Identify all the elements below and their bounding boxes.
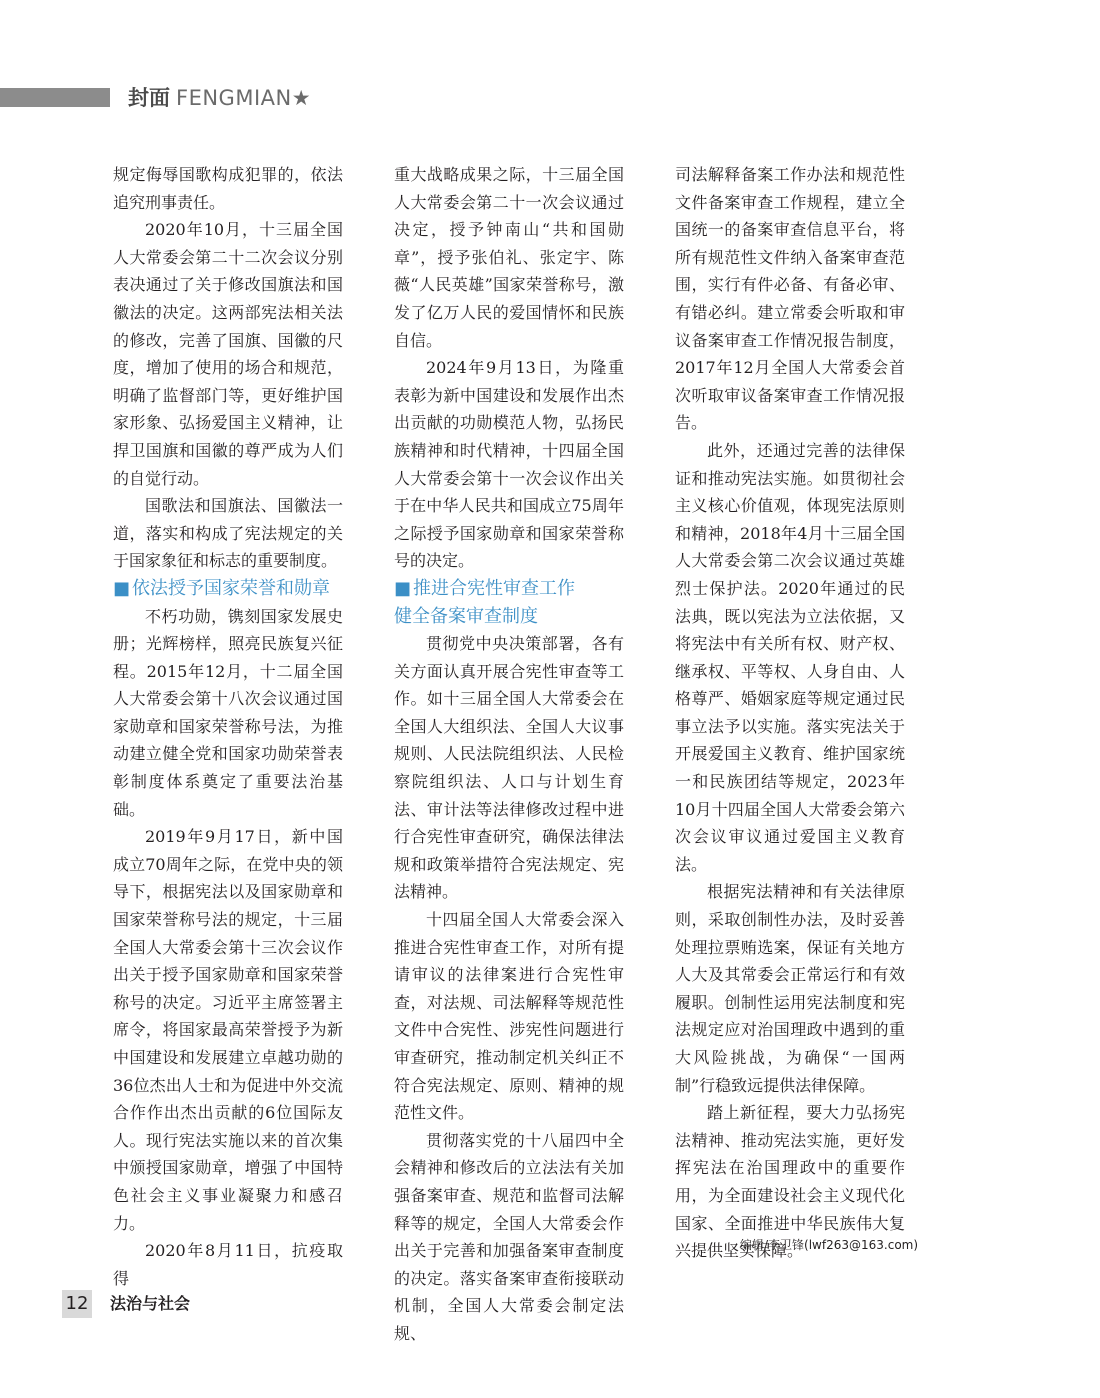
page-number: 12	[62, 1290, 92, 1318]
section-label-en: FENGMIAN★	[176, 86, 312, 110]
section-heading-text: 依法授予国家荣誉和勋章	[132, 577, 331, 599]
section-label	[128, 84, 311, 112]
paragraph: 根据宪法精神和有关法律原则，采取创制性办法，及时妥善处理拉票贿选案，保证有关地方人大及其常委会正常运行和有效履职。创制性运用宪法制度和宪法规定应对治国理政中遇到的重大风险挑战，为确保“一国两制”行稳致远提供法律保障。	[675, 882, 905, 1095]
section-label-cn: 封面	[128, 86, 170, 110]
heading-square-icon: ■	[394, 577, 412, 599]
section-heading-text: 健全备案审查制度	[394, 605, 538, 627]
header-bar	[0, 88, 110, 107]
section-heading-text: 推进合宪性审查工作	[413, 577, 576, 599]
section-heading	[113, 575, 343, 603]
paragraph: 2020年8月11日，抗疫取得	[113, 1241, 343, 1288]
paragraph: 贯彻党中央决策部署，各有关方面认真开展合宪性审查等工作。如十三届全国人大常委会在全国人大组织法、全国人大议事规则、人民法院组织法、人民检察院组织法、人口与计划生育法、审计法等法律修改过程中进行合宪性审查研究，确保法律法规和政策举措符合宪法规定、宪法精神。	[394, 634, 624, 902]
paragraph: 踏上新征程，要大力弘扬宪法精神、推动宪法实施，更好发挥宪法在治国理政中的重要作用，为全面建设社会主义现代化国家、全面推进中华民族伟大复兴提供坚实保障。	[675, 1103, 905, 1261]
heading-square-icon: ■	[113, 577, 131, 599]
article-column-2	[394, 161, 624, 1348]
article-column-3	[675, 161, 905, 1265]
article-column-1	[113, 161, 343, 1292]
editor-credit: 编辑/李卫锋(lwf263@163.com)	[740, 1238, 919, 1252]
paragraph: 国歌法和国旗法、国徽法一道，落实和构成了宪法规定的关于国家象征和标志的重要制度。	[113, 496, 343, 571]
paragraph: 重大战略成果之际，十三届全国人大常委会第二十一次会议通过决定，授予钟南山“共和国勋章”，授予张伯礼、张定宇、陈薇“人民英雄”国家荣誉称号，激发了亿万人民的爱国情怀和民族自信。	[394, 165, 624, 350]
paragraph: 十四届全国人大常委会深入推进合宪性审查工作，对所有提请审议的法律案进行合宪性审查，对法规、司法解释等规范性文件中合宪性、涉宪性问题进行审查研究，推动制定机关纠正不符合宪法规定、原则、精神的规范性文件。	[394, 910, 624, 1123]
paragraph: 2020年10月，十三届全国人大常委会第二十二次会议分别表决通过了关于修改国旗法和国徽法的决定。这两部宪法相关法的修改，完善了国旗、国徽的尺度，增加了使用的场合和规范，明确了监督部门等，更好维护国家形象、弘扬爱国主义精神，让捍卫国旗和国徽的尊严成为人们的自觉行动。	[113, 220, 343, 488]
paragraph: 此外，还通过完善的法律保证和推动宪法实施。如贯彻社会主义核心价值观，体现宪法原则和精神，2018年4月十三届全国人大常委会第二次会议通过英雄烈士保护法。2020年通过的民法典，既以宪法为立法依据，又将宪法中有关所有权、财产权、继承权、平等权、人身自由、人格尊严、婚姻家庭等规定通过民事立法予以实施。落实宪法关于开展爱国主义教育、维护国家统一和民族团结等规定，2023年10月十四届全国人大常委会第六次会议审议通过爱国主义教育法。	[675, 440, 905, 874]
paragraph: 贯彻落实党的十八届四中全会精神和修改后的立法法有关加强备案审查、规范和监督司法解释等的规定，全国人大常委会作出关于完善和加强备案审查制度的决定。落实备案审查衔接联动机制，全国人大常委会制定法规、	[394, 1130, 624, 1343]
paragraph: 2019年9月17日，新中国成立70周年之际，在党中央的领导下，根据宪法以及国家勋章和国家荣誉称号法的规定，十三届全国人大常委会第十三次会议作出关于授予国家勋章和国家荣誉称号的决定。习近平主席签署主席令，将国家最高荣誉授予为新中国建设和发展建立卓越功勋的36位杰出人士和为促进中外交流合作作出杰出贡献的6位国际友人。现行宪法实施以来的首次集中颁授国家勋章，增强了中国特色社会主义事业凝聚力和感召力。	[113, 827, 343, 1233]
magazine-name: 法治与社会	[110, 1294, 191, 1313]
paragraph: 司法解释备案工作办法和规范性文件备案审查工作规程，建立全国统一的备案审查信息平台，将所有规范性文件纳入备案审查范围，实行有件必备、有备必审、有错必纠。建立常委会听取和审议备案审查工作情况报告制度，2017年12月全国人大常委会首次听取审议备案审查工作情况报告。	[675, 165, 905, 433]
paragraph: 不朽功勋，镌刻国家发展史册；光辉榜样，照亮民族复兴征程。2015年12月，十二届全国人大常委会第十八次会议通过国家勋章和国家荣誉称号法，为推动建立健全党和国家功勋荣誉表彰制度体系奠定了重要法治基础。	[113, 606, 343, 819]
section-heading	[394, 603, 624, 631]
section-heading	[394, 575, 624, 603]
paragraph: 2024年9月13日，为隆重表彰为新中国建设和发展作出杰出贡献的功勋模范人物，弘扬民族精神和时代精神，十四届全国人大常委会第十一次会议作出关于在中华人民共和国成立75周年之际授予国家勋章和国家荣誉称号的决定。	[394, 358, 624, 571]
paragraph: 规定侮辱国歌构成犯罪的，依法追究刑事责任。	[113, 165, 343, 212]
